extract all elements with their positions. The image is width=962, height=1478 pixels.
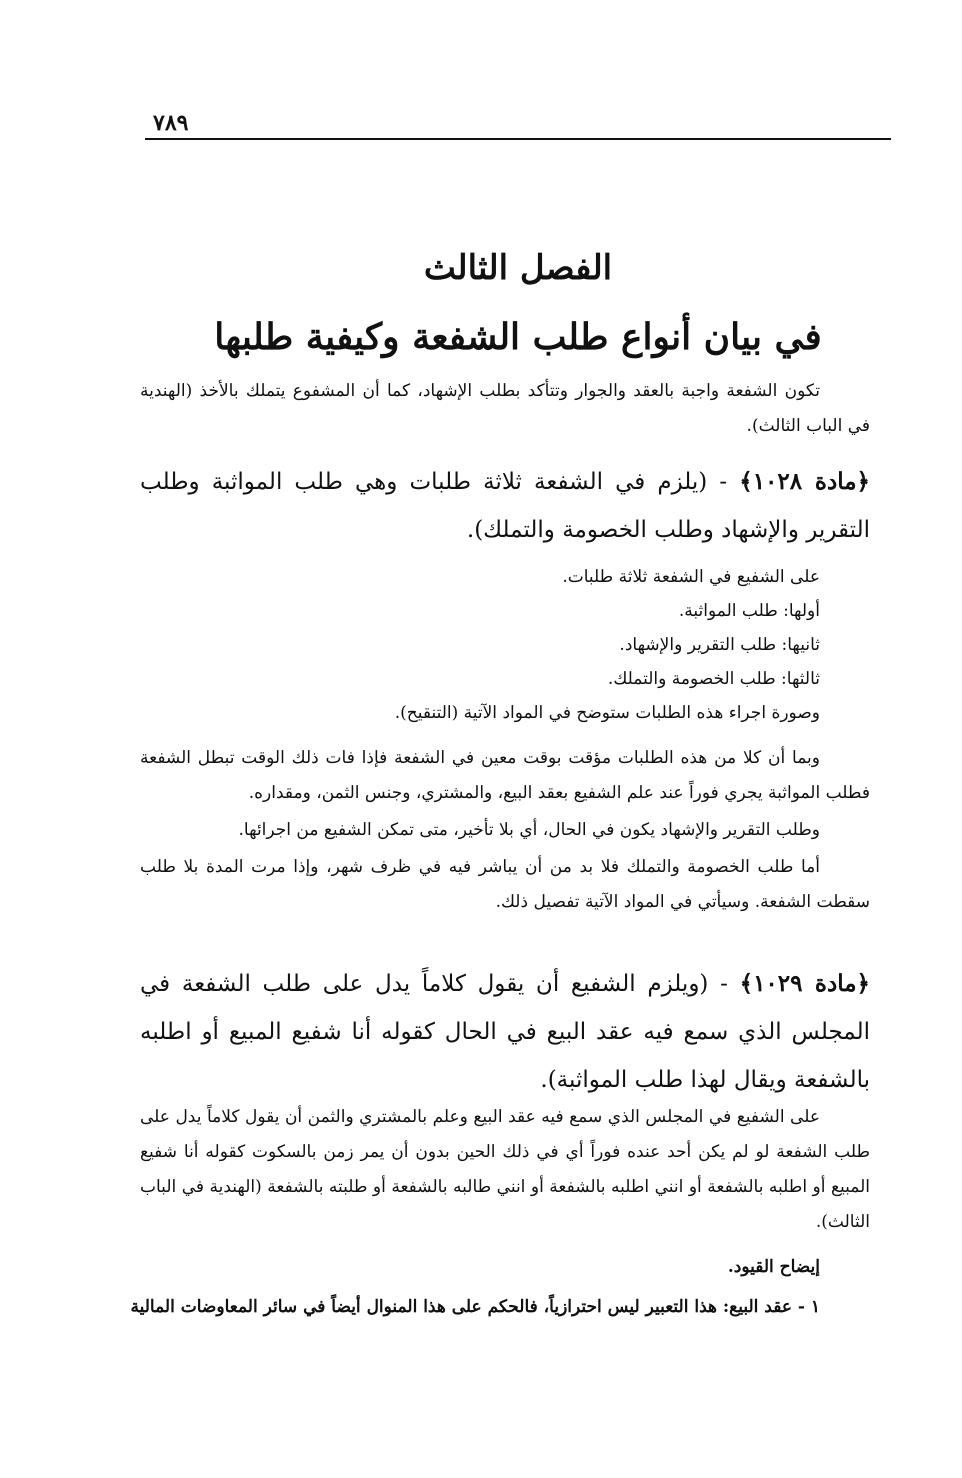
chapter-title: الفصل الثالث bbox=[423, 248, 613, 288]
page-header bbox=[145, 108, 891, 140]
clarification-heading: إيضاح القيود. bbox=[727, 1257, 820, 1277]
commentary-1028-list bbox=[140, 560, 870, 730]
commentary-1028-para-2: وطلب التقرير والإشهاد يكون في الحال، أي بلا تأخير، متى تمكن الشفيع من اجرائها. bbox=[238, 820, 820, 840]
commentary-1028-para-1: وبما أن كلا من هذه الطلبات مؤقت بوقت معين في الشفعة فإذا فات ذلك الوقت تبطل الشفعة فطلب المواثبة يجري فوراً عند علم الشفيع بعقد البيع، والمشتري، وجنس الثمن، ومقداره. bbox=[140, 748, 870, 803]
article-1029-label: ﴿مادة ١٠٢٩﴾ bbox=[739, 970, 871, 997]
commentary-1029-para-1: على الشفيع في المجلس الذي سمع فيه عقد البيع وعلم بالمشتري والثمن أن يقول كلاماً يدل على طلب الشفعة لو لم يكن أحد عنده فوراً أي في ذلك الحين بدون أن يمر زمن بالسكوت كقوله أنا شفيع المبيع أو اطلبه بالشفعة أو انني اطلبه بالشفعة أو انني طالبه بالشفعة أو طلبته بالشفعة (الهندية في الباب الثالث). bbox=[140, 1107, 870, 1232]
chapter-subtitle: في بيان أنواع طلب الشفعة وكيفية طلبها bbox=[214, 316, 822, 358]
commentary-1028-line: ثالثها: طلب الخصومة والتملك. bbox=[607, 669, 820, 689]
article-1029-text: - (ويلزم الشفيع أن يقول كلاماً يدل على طلب الشفعة في المجلس الذي سمع فيه عقد البيع في الحال كقوله أنا شفيع المبيع أو اطلبه بالشفعة ويقال لهذا طلب المواثبة). bbox=[140, 971, 870, 1093]
commentary-1028-line: على الشفيع في الشفعة ثلاثة طلبات. bbox=[562, 567, 820, 587]
clarification-note-1: ١ - عقد البيع: هذا التعبير ليس احترازياً، فالحكم على هذا المنوال أيضاً في سائر المعاوضات المالية bbox=[130, 1297, 820, 1317]
article-1028 bbox=[140, 458, 870, 554]
commentary-1028-line: ثانيها: طلب التقرير والإشهاد. bbox=[619, 635, 820, 655]
page-number: ٧٨٩ bbox=[153, 110, 189, 136]
article-1028-text: - (يلزم في الشفعة ثلاثة طلبات وهي طلب المواثبة وطلب التقرير والإشهاد وطلب الخصومة والتملك). bbox=[140, 469, 870, 543]
intro-paragraph: تكون الشفعة واجبة بالعقد والجوار وتتأكد بطلب الإشهاد، كما أن المشفوع يتملك بالأخذ (الهندية في الباب الثالث). bbox=[140, 381, 870, 436]
commentary-1028-line: وصورة اجراء هذه الطلبات ستوضح في المواد الآتية (التنقيح). bbox=[394, 703, 820, 723]
commentary-1028-line: أولها: طلب المواثبة. bbox=[678, 601, 820, 621]
article-1029 bbox=[140, 960, 870, 1104]
commentary-1028-para-3: أما طلب الخصومة والتملك فلا بد من أن يباشر فيه في ظرف شهر، وإذا مرت المدة بلا طلب سقطت الشفعة. وسيأتي في المواد الآتية تفصيل ذلك. bbox=[140, 857, 870, 912]
article-1028-label: ﴿مادة ١٠٢٨﴾ bbox=[739, 468, 871, 495]
